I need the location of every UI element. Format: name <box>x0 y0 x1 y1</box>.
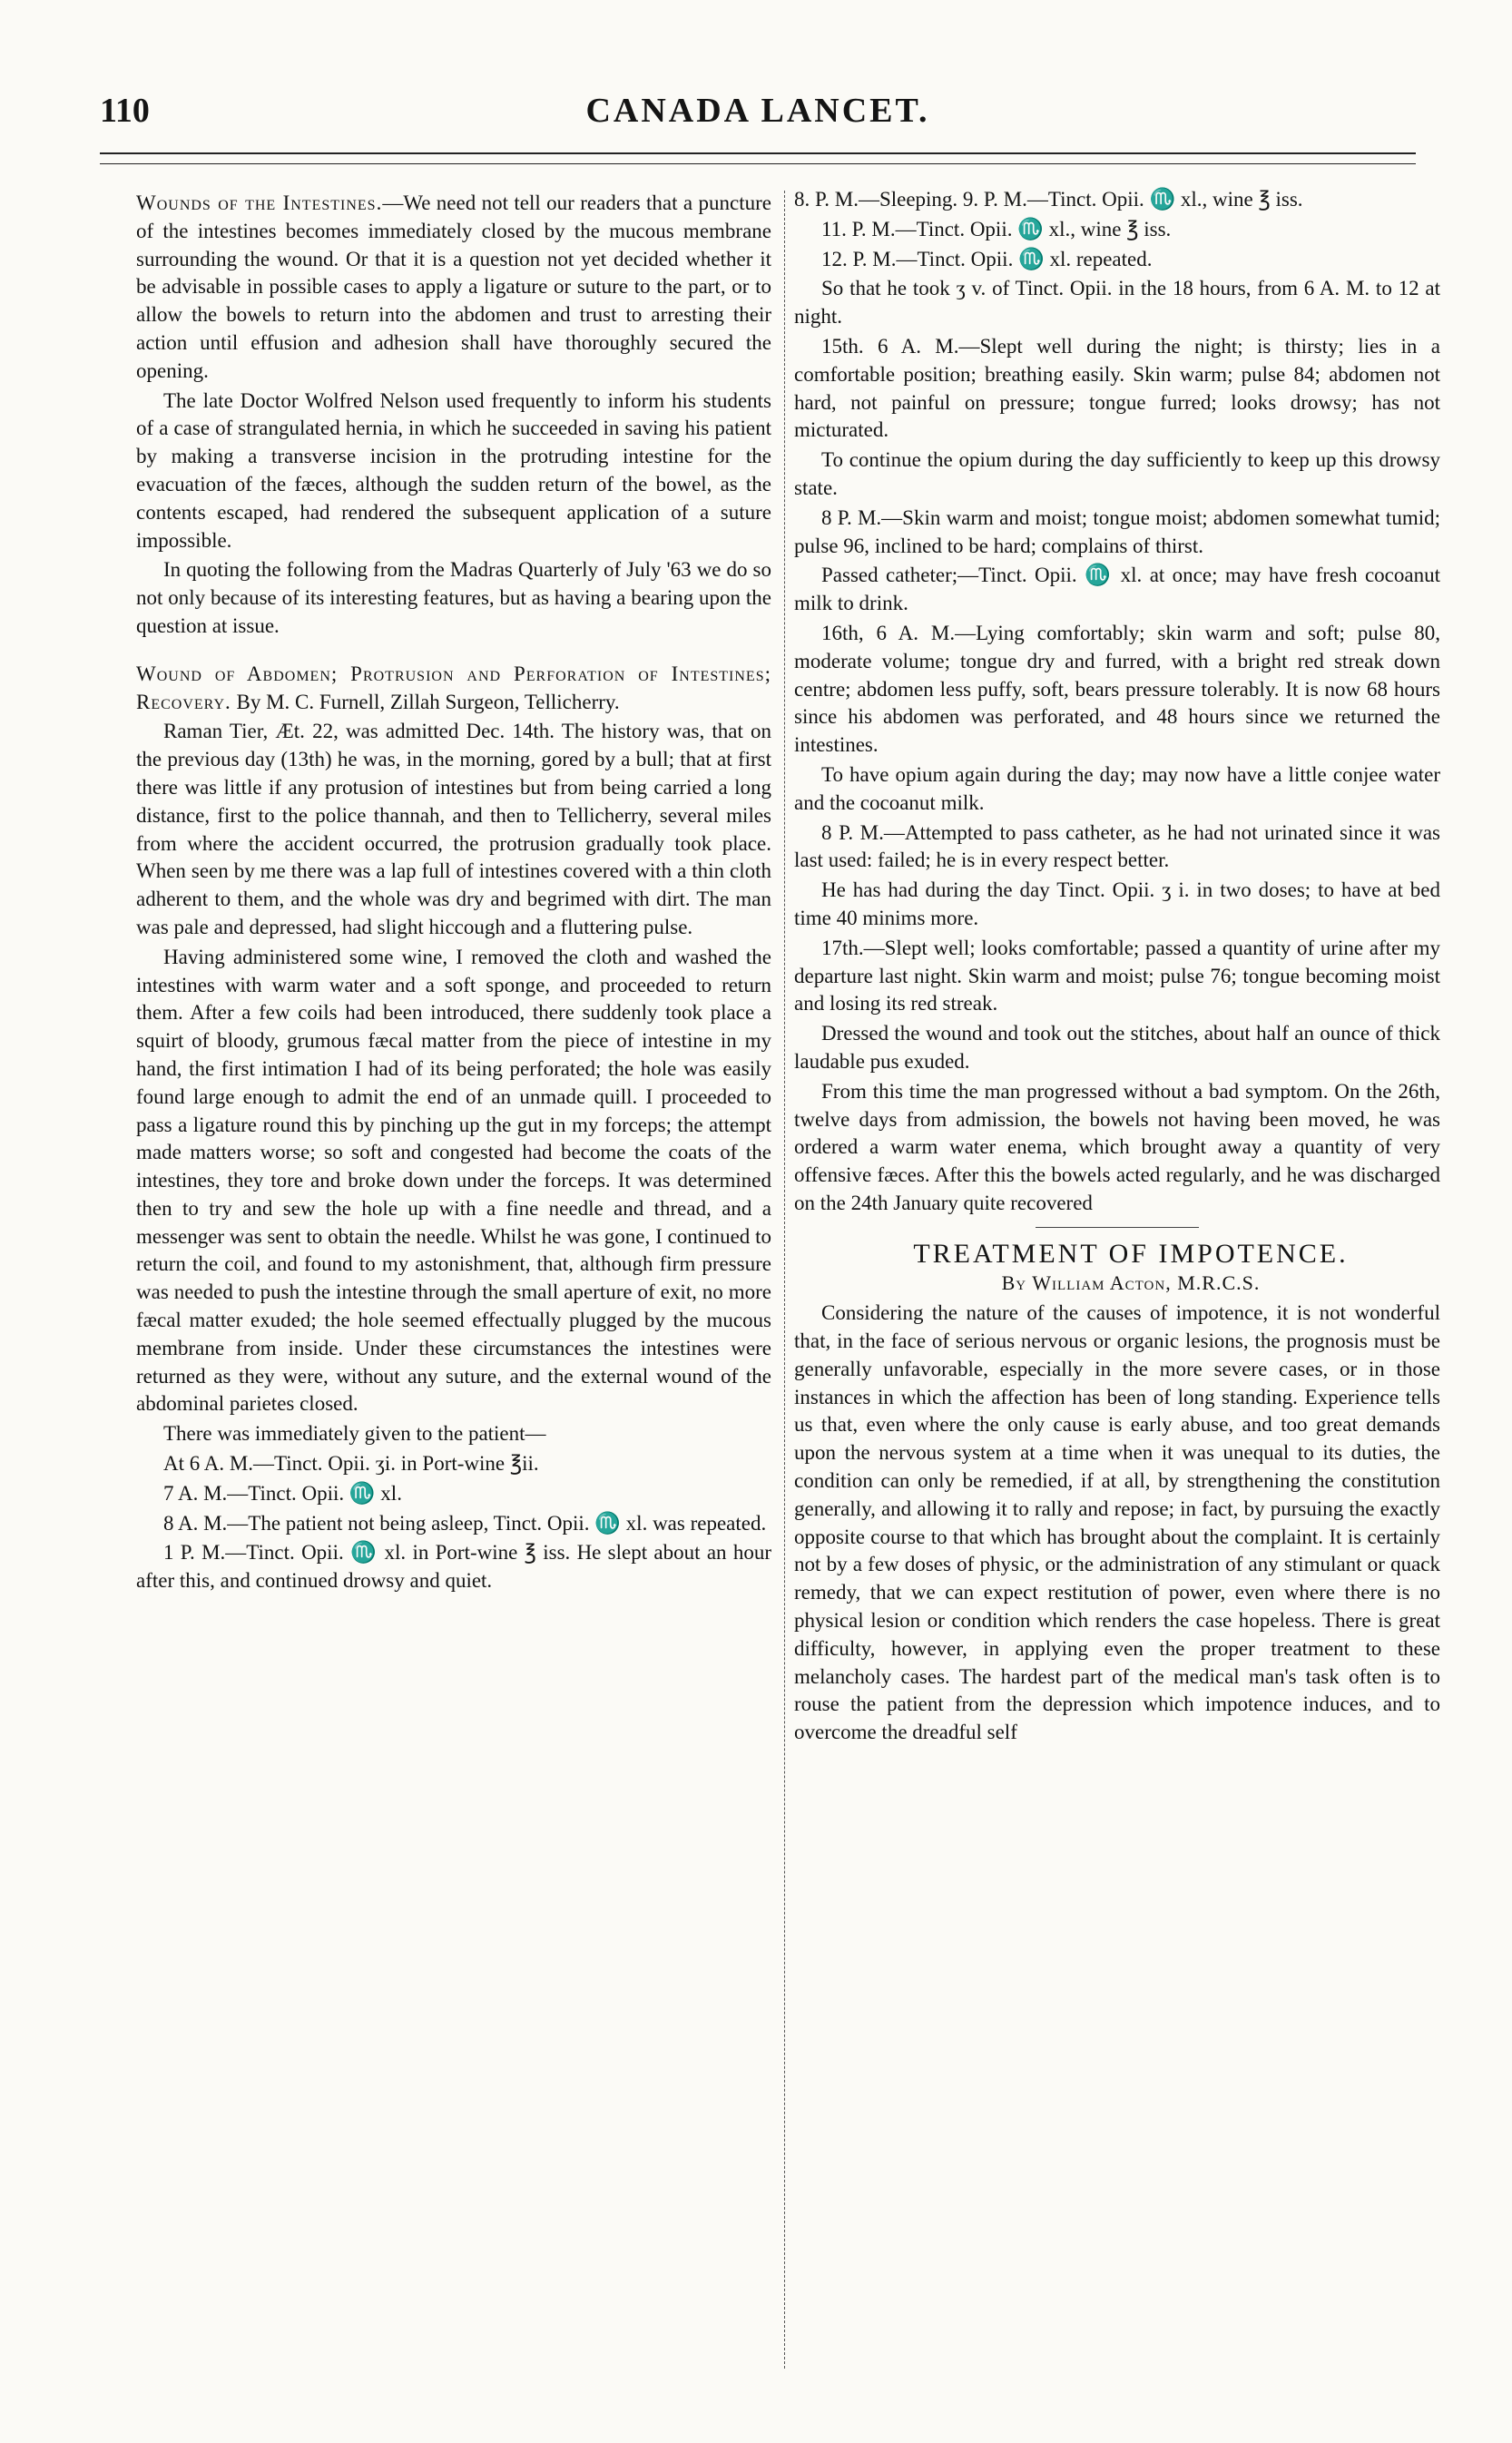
paragraph: Considering the nature of the causes of impotence, it is not wonderful that, in the face of serious nervous or organic lesions, the prognosis must be generally unfavorable, especially in the more severe cases, or in those instances in which the affection has been of long standing. Experience tells us that, even where the only cause is early abuse, and too great demands upon the nervous system at a time when it was unequal to its duties, the condition can only be remedied, if at all, by strengthening the constitution generally, and allowing it to rally and repose; in fact, by pursuing the exactly opposite course to that which has brought about the complaint. It is certainly not by a few doses of physic, or the administration of any stimulant or quack remedy, that we can expect restitution of power, even where there is no physical lesion or condition which renders the case hopeless. There is great difficulty, however, in applying even the proper treatment to these melancholy cases. The hardest part of the medical man's task often is to rouse the patient from the depression which impotence induces, and to overcome the dreadful self <box>794 1301 1440 1744</box>
spacer <box>136 643 771 657</box>
page-number: 110 <box>100 92 150 130</box>
paragraph: Passed catheter;—Tinct. Opii. ♏ xl. at once; may have fresh cocoanut milk to drink. <box>794 564 1440 615</box>
paragraph <box>136 190 771 386</box>
right-column <box>794 186 1440 2382</box>
paragraph: From this time the man progressed without a bad symptom. On the 26th, twelve days from admission, the bowels not having been moved, he was ordered a warm water enema, which brought away a quantity of very offensive fæces. After this the bowels acted regularly, and he was discharged on the 24th January quite recovered <box>794 1079 1440 1214</box>
paragraph: 1 P. M.—Tinct. Opii. ♏ xl. in Port-wine ℥ iss. He slept about an hour after this, and continued drowsy and quiet. <box>136 1541 771 1593</box>
section-title: TREATMENT OF IMPOTENCE. <box>913 1238 1349 1269</box>
paragraph: Dressed the wound and took out the stitches, about half an ounce of thick laudable pus exuded. <box>794 1022 1440 1073</box>
paragraph: To have opium again during the day; may now have a little conjee water and the cocoanut milk. <box>794 762 1440 814</box>
case-author: By M. C. Furnell, Zillah Surgeon, Tellicherry. <box>236 690 620 713</box>
header-rule-thin <box>100 163 1416 164</box>
paragraph: The late Doctor Wolfred Nelson used frequently to inform his students of a case of strangulated hernia, in which he succeeded in saving his patient by making a transverse incision in the protruding intestine for the evacuation of the fæces, although the sudden return of the bowel, as the contents escaped, had rendered the subsequent application of a suture impossible. <box>136 388 771 552</box>
paragraph: To continue the opium during the day sufficiently to keep up this drowsy state. <box>794 448 1440 499</box>
page-header <box>100 91 1416 145</box>
case-heading <box>136 661 771 717</box>
paragraph: Having administered some wine, I removed the cloth and washed the intestines with warm water and a soft sponge, and proceeded to return them. After a few coils had been introduced, there suddenly took place a squirt of bloody, grumous fæcal matter from the piece of intestine in my hand, the first intimation I had of its being perforated; the hole was easily found large enough to admit the end of an unmade quill. I proceeded to pass a ligature round this by pinching up the gut in my forceps; the attempt made matters worse; so soft and congested had become the coats of the intestines, they tore and broke down under the forceps. It was determined then to try and sew the hole up with a fine needle and thread, and a messenger was sent to obtain the needle. Whilst he was gone, I continued to return the coil, and found to my astonishment, that, although firm pressure was needed to push the intestine through the small aperture of exit, no more fæcal matter exuded; the hole seemed effectually plugged by the mucous membrane from inside. Under these circumstances the intestines were returned as they were, without any suture, and the external wound of the abdominal parietes closed. <box>136 945 771 1416</box>
paragraph-text: —We need not tell our readers that a puncture of the intestines becomes immediately closed by the mucous membrane surrounding the wound. Or that it is a question not yet decided whether it be advisable in possible cases to apply a ligature or suture to the part, or to allow the bowels to return into the abdomen and trust to arresting their action until effusion and adhesion shall have thoroughly secured the opening. <box>136 191 771 382</box>
case-title: Wound of Abdomen; Protrusion and Perforation of Intestines; Recovery. <box>136 662 771 713</box>
section-separator <box>1036 1227 1199 1228</box>
left-column <box>136 186 771 2382</box>
paragraph: There was immediately given to the patient— <box>163 1422 546 1446</box>
paragraph: 7 A. M.—Tinct. Opii. ♏ xl. <box>163 1481 402 1505</box>
paragraph: In quoting the following from the Madras Quarterly of July '63 we do so not only because of its interesting features, but as having a bearing upon the question at issue. <box>136 558 771 637</box>
paragraph: 16th, 6 A. M.—Lying comfortably; skin warm and soft; pulse 80, moderate volume; tongue dry and furred, with a bright red streak down centre; abdomen less puffy, soft, bears pressure tolerably. It is now 68 hours since his abdomen was perforated, and 48 hours since we returned the intestines. <box>794 621 1440 757</box>
header-rule <box>100 152 1416 154</box>
paragraph: 17th.—Slept well; looks comfortable; passed a quantity of urine after my departure last night. Skin warm and moist; pulse 76; tongue becoming moist and losing its red streak. <box>794 936 1440 1015</box>
column-divider <box>784 191 786 2369</box>
paragraph: 11. P. M.—Tinct. Opii. ♏ xl., wine ℥ iss. <box>821 217 1172 240</box>
journal-title: CANADA LANCET. <box>585 92 930 130</box>
paragraph: 8 P. M.—Attempted to pass catheter, as he had not urinated since it was last used: failed; he is in every respect better. <box>794 820 1440 872</box>
paragraph: So that he took ʒ v. of Tinct. Opii. in the 18 hours, from 6 A. M. to 12 at night. <box>794 277 1440 329</box>
paragraph: 8 A. M.—The patient not being asleep, Tinct. Opii. ♏ xl. was repeated. <box>163 1511 767 1535</box>
paragraph: 8. P. M.—Sleeping. 9. P. M.—Tinct. Opii. ♏ xl., wine ℥ iss. <box>794 188 1303 211</box>
paragraph: 15th. 6 A. M.—Slept well during the night; is thirsty; lies in a comfortable position; breathing easily. Skin warm; pulse 84; abdomen not hard, not painful on pressure; tongue furred; looks drowsy; has not micturated. <box>794 334 1440 442</box>
paragraph: 12. P. M.—Tinct. Opii. ♏ xl. repeated. <box>821 247 1153 270</box>
paragraph: Raman Tier, Æt. 22, was admitted Dec. 14th. The history was, that on the previous day (13th) he was, in the morning, gored by a bull; that at first there was little if any protusion of intestines but from being carried a long distance, first to the police thannah, and then to Tellicherry, several miles from where the accident occurred, the protrusion gradually took place. When seen by me there was a lap full of intestines covered with a thin cloth adherent to them, and the whole was dry and begrimed with dirt. The man was pale and depressed, had slight hiccough and a fluttering pulse. <box>136 720 771 938</box>
paragraph: 8 P. M.—Skin warm and moist; tongue moist; abdomen somewhat tumid; pulse 96, inclined to be hard; complains of thirst. <box>794 505 1440 557</box>
section-heading: Wounds of the Intestines. <box>136 191 383 214</box>
paragraph: He has had during the day Tinct. Opii. ʒ i. in two doses; to have at bed time 40 minims more. <box>794 878 1440 929</box>
paragraph: At 6 A. M.—Tinct. Opii. ʒi. in Port-wine ℥ii. <box>163 1452 539 1476</box>
article-byline: By William Acton, M.R.C.S. <box>1001 1271 1261 1295</box>
